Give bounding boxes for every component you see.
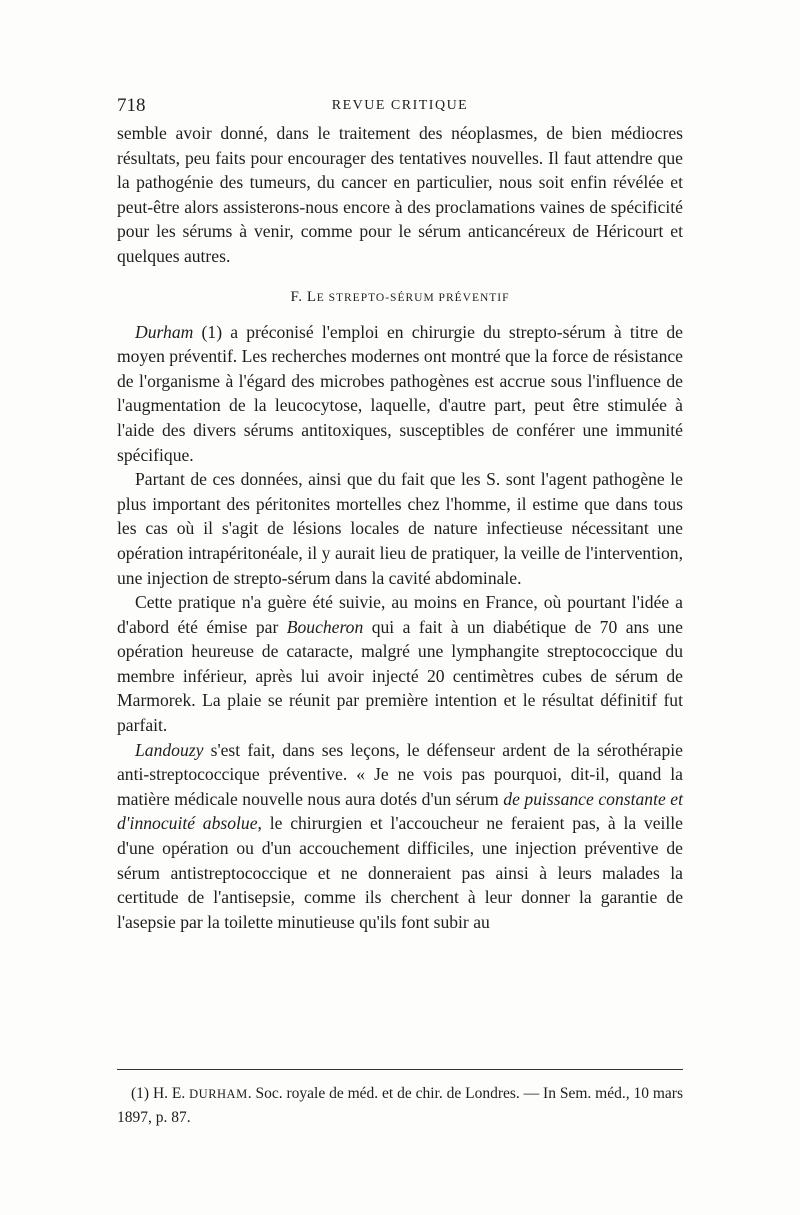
page-header — [117, 95, 683, 121]
author-durham: Durham — [135, 321, 194, 342]
paragraph-5-before: s'est fait, dans ses leçons, le défenseur ardent de la sérothérapie anti-streptococcique préventive. « Je ne vois pas pourquoi, dit-il, quand la matière médicale nouvelle nous aura dotés d'un sérum — [117, 739, 683, 809]
quote-italic: de puissance constante et d'innocuité absolue — [117, 788, 683, 834]
footnote-text: . Soc. royale de méd. et de chir. de Londres. — In Sem. méd., 10 mars 1897, p. 87. — [117, 1085, 683, 1126]
page-number: 718 — [117, 95, 146, 116]
running-title: REVUE CRITIQUE — [331, 98, 469, 113]
footnote-author: DURHAM — [189, 1087, 248, 1101]
footnote-marker: (1) H. E. — [131, 1085, 190, 1102]
section-title-letter: F. L — [290, 288, 317, 305]
paragraph-4-before: Cette pratique n'a guère été suivie, au moins en France, où pourtant l'idée a d'abord été émise par — [117, 592, 683, 637]
page — [117, 95, 683, 934]
author-boucheron: Boucheron — [286, 616, 364, 637]
body-text — [117, 121, 683, 934]
section-title-rest: E STREPTO-SÉRUM PRÉVENTIF — [316, 291, 510, 304]
paragraph-3: Partant de ces données, ainsi que du fait que les S. sont l'agent pathogène le plus important des péritonites mortelles chez l'homme, il estime que dans tous les cas où il s'agit de lésions locales de nature infectieuse nécessitant une opération intrapéritonéale, il y aurait lieu de pratiquer, la veille de l'intervention, une injection de strepto-sérum dans la cavité abdominale. — [117, 469, 683, 588]
footnotes — [117, 1082, 683, 1129]
author-landouzy: Landouzy — [135, 739, 204, 760]
footnote-divider — [117, 1069, 683, 1070]
footnote-1 — [117, 1082, 683, 1129]
paragraph-5-after: , le chirurgien et l'accoucheur ne feraient pas, à la veille d'une opération ou d'un accouchement difficiles, une injection préventive de sérum antistreptococcique et ne donneraient pas ainsi à leurs malades la certitude de l'antisepsie, comme ils cherchent à leur donner la garantie de l'asepsie par la toilette minutieuse qu'ils font subir au — [117, 813, 683, 932]
paragraph-4 — [117, 590, 683, 738]
paragraph-5 — [117, 738, 683, 935]
paragraph-1: semble avoir donné, dans le traitement des néoplasmes, de bien médiocres résultats, peu faits pour encourager des tentatives nouvelles. Il faut attendre que la pathogénie des tumeurs, du cancer en particulier, nous soit enfin révélée et peut-être alors assisterons-nous encore à des proclamations vaines de spécificité pour les sérums à venir, comme pour le sérum anticancéreux de Héricourt et quelques autres. — [117, 123, 683, 266]
paragraph-2 — [117, 320, 683, 468]
section-title — [117, 289, 683, 306]
paragraph-4-after: qui a fait à un diabétique de 70 ans une opération heureuse de cataracte, malgré une lymphangite streptococcique du membre inférieur, après lui avoir injecté 20 centimètres cubes de sérum de Marmorek. La plaie se réunit par première intention et le résultat définitif fut parfait. — [117, 616, 683, 736]
paragraph-2-text: (1) a préconisé l'emploi en chirurgie du strepto-sérum à titre de moyen préventif. Les recherches modernes ont montré que la force de résistance de l'organisme à l'égard des microbes pathogènes est accrue sous l'influence de l'augmentation de la leucocytose, laquelle, d'autre part, peut être stimulée à l'aide des divers sérums antitoxiques, susceptibles de conférer une immunité spécifique. — [117, 321, 683, 465]
